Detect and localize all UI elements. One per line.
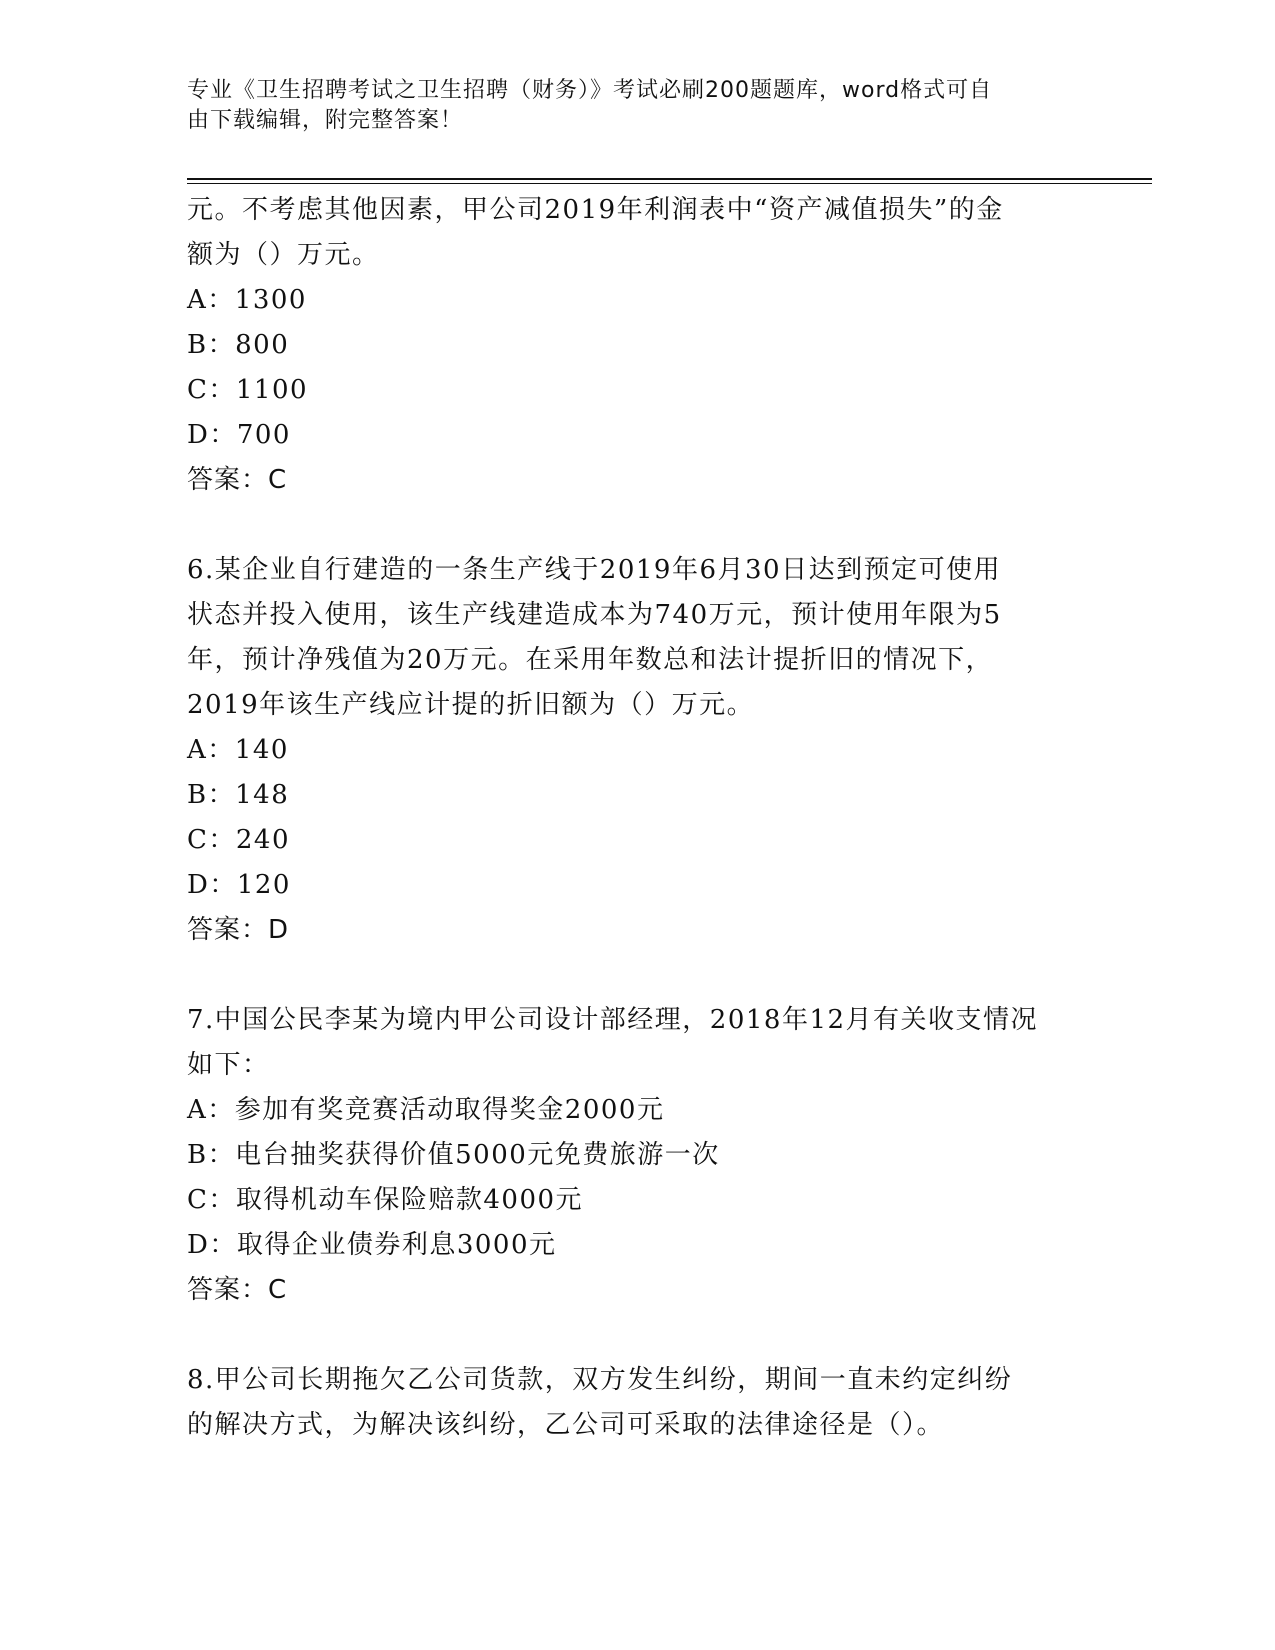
question-7-option-d: D：取得企业债券利息3000元: [187, 1230, 557, 1260]
question-5-option-a: A：1300: [187, 285, 307, 315]
question-7-stem-line-1: 7.中国公民李某为境内甲公司设计部经理，2018年12月有关收支情况: [187, 1005, 1039, 1035]
question-6-block: [187, 548, 1087, 953]
question-spacer: [187, 1313, 1087, 1358]
question-7-option-c: C：取得机动车保险赔款4000元: [187, 1185, 584, 1215]
question-6-option-a: A：140: [187, 735, 289, 765]
question-5-answer: 答案：C: [187, 465, 288, 495]
header-line-2: 由下载编辑，附完整答案！: [187, 108, 464, 133]
question-8-block: [187, 1358, 1087, 1448]
question-6-stem-line-2: 状态并投入使用，该生产线建造成本为740万元，预计使用年限为5: [187, 600, 1002, 630]
question-5-option-c: C：1100: [187, 375, 309, 405]
question-5-stem-line-2: 额为（）万元。: [187, 240, 380, 270]
question-5-stem-line-1: 元。不考虑其他因素，甲公司2019年利润表中“资产减值损失”的金: [187, 195, 1004, 225]
question-6-option-c: C：240: [187, 825, 291, 855]
header-divider-thick: [187, 178, 1152, 180]
document-header: [187, 76, 1067, 136]
question-7-option-a: A：参加有奖竞赛活动取得奖金2000元: [187, 1095, 665, 1125]
question-7-option-b: B：电台抽奖获得价值5000元免费旅游一次: [187, 1140, 720, 1170]
question-7-stem-line-2: 如下：: [187, 1050, 270, 1080]
question-6-option-b: B：148: [187, 780, 290, 810]
question-6-stem-line-3: 年，预计净残值为20万元。在采用年数总和法计提折旧的情况下，: [187, 645, 994, 675]
question-5-block: [187, 188, 1087, 503]
question-8-stem-line-1: 8.甲公司长期拖欠乙公司货款，双方发生纠纷，期间一直未约定纠纷: [187, 1365, 1013, 1395]
header-divider-thin: [187, 183, 1152, 184]
question-6-stem-line-1: 6.某企业自行建造的一条生产线于2019年6月30日达到预定可使用: [187, 555, 1002, 585]
question-6-answer: 答案：D: [187, 915, 290, 945]
question-spacer: [187, 503, 1087, 548]
question-6-option-d: D：120: [187, 870, 291, 900]
question-5-option-d: D：700: [187, 420, 291, 450]
document-body: [187, 188, 1087, 1448]
question-7-block: [187, 998, 1087, 1313]
question-7-answer: 答案：C: [187, 1275, 288, 1305]
question-8-stem-line-2: 的解决方式，为解决该纠纷，乙公司可采取的法律途径是（）。: [187, 1410, 945, 1440]
header-line-1: 专业《卫生招聘考试之卫生招聘（财务）》考试必刷200题题库，word格式可自: [187, 78, 993, 103]
question-spacer: [187, 953, 1087, 998]
question-5-option-b: B：800: [187, 330, 290, 360]
question-6-stem-line-4: 2019年该生产线应计提的折旧额为（）万元。: [187, 690, 755, 720]
